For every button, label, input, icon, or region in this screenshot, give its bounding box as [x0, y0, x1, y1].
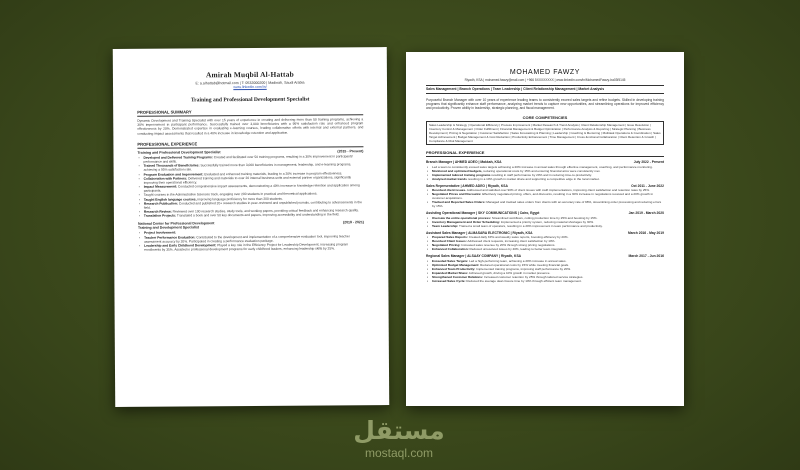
bullet-lead: Oversaw the entire operational process:: [432, 215, 491, 220]
bullet-lead: Impact Measurement:: [143, 184, 178, 189]
bullet-lead: Increased Sales Cycle:: [432, 278, 466, 283]
bullet-item: [432, 177, 664, 181]
bullet-text: Taught courses in the Administrative Sciences track, engaging over 200 students in practical and theoretical applications.: [143, 191, 318, 198]
bullet-lead: Implemented tailored training programs: [432, 172, 491, 177]
job-dates: (2015 - Present): [337, 149, 364, 154]
summary-text: Purposeful Branch Manager with over 10 years of experience leading teams to consistently exceed sales targets and refine budgets. Skilled in developing training programs that significantly enhance staff performance, analyzing market trends to capture new opportunities, and streamlining operations for improved efficiency and productivity. Proven ability in leadership, strategic planning, and fiscal management.: [426, 97, 664, 110]
bullet-text: Trained a small team of operators, resulting in a 20% improvement in team performance and productivity.: [458, 223, 603, 228]
bullet-lead: Leadership and Early Childhood Development:: [144, 243, 217, 248]
bullet-lead: Inventory Management and Order Scheduling:: [432, 219, 500, 224]
bullet-lead: Translation Projects:: [143, 213, 177, 218]
bullet-lead: Collaboration with Partners:: [143, 176, 188, 181]
watermark-url: mostaql.com: [364, 446, 434, 460]
bullet-text: Implemented training programs, improving staff performance by 20%.: [475, 266, 571, 271]
bullet-lead: Program Evaluation and Improvement:: [143, 171, 204, 177]
resume-contact: [113, 80, 387, 91]
bullet-lead: Optimized Budget Management:: [432, 262, 480, 267]
bullet-lead: Prepared Sales Reports:: [432, 235, 468, 240]
bullet-text: reducing operational costs by 15% and ensuring financial aims were consistently met.: [482, 168, 601, 173]
bullet-text: Successfully trained more than 3,000 beneficiaries in management, leadership, and e-learning programs, achieving a 95% satisfaction rate.: [143, 162, 352, 173]
bullet-item: [432, 247, 664, 251]
bullet-item: [432, 279, 664, 283]
watermark-logo: مستقل: [353, 416, 445, 445]
bullet-text: Conducted and published 20+ research studies in peer-reviewed and unpublished journals, contributing to advancements in the field.: [143, 199, 362, 210]
bullet-text: Reduced unresolved issues by 40%, leading to better team integration.: [468, 247, 567, 252]
bullet-lead: Negotiated Prices and Discounts:: [432, 192, 482, 197]
competencies-box: Sales Leadership & Strategy | Operational Efficiency | Process Improvement | Market Research & Trend Analysis | Client Relationship Management | Issue Resolution | Inventory Control & Management | Order Fulfillment | Financial Management & Budget Optimization | Performance Analysis & Reporting | Strategic Planning | Business Development | Pricing & Negotiation | Customer Satisfaction | Sales Forecasting & Planning | Leadership | Coaching & Mentoring | Multitask Operations & Coordination | Sales Target Achievement | Budget Management & Cost Reduction | Productivity Enhancement | Time Management | Cross-functional Collaboration | Client Retention & Growth | Compliance & Risk Management: [426, 121, 664, 145]
job-bullets: [432, 216, 664, 228]
bullet-lead: Enhanced Team Productivity:: [432, 266, 476, 271]
bullet-item: [144, 242, 364, 252]
job-bullets: [144, 230, 364, 252]
section-title-summary: PROFESSIONAL SUMMARY: [137, 108, 363, 117]
bullet-lead: Exceeded Sales Targets:: [432, 258, 469, 263]
bullet-lead: Project Involvement:: [144, 230, 177, 236]
bullet-text: Managed and tracked sales orders from clients with an accuracy rate of 98%, streamlining order processing and reducing errors by 15%.: [432, 200, 662, 209]
job-header: [426, 160, 664, 164]
job-dates: March 2016 - May 2019: [627, 230, 664, 235]
job-bullets: [432, 165, 664, 181]
bullet-lead: Trained Thousands of Beneficiaries:: [143, 163, 200, 169]
bullet-lead: Strengthened Customer Relations:: [432, 274, 484, 279]
bullet-lead: Analyzed market trends: [432, 176, 467, 181]
job-header: [426, 231, 664, 235]
bullet-lead: Monitored and optimized budgets,: [432, 168, 483, 173]
bullet-lead: Team Leadership:: [432, 223, 459, 228]
job-dates: (2019 - 2021): [342, 220, 364, 225]
bullet-lead: Enhanced Collaboration:: [432, 247, 469, 252]
job-title-text: Training and Development Specialist: [137, 225, 200, 231]
resume-contact: Riyadh, KSA | mohamed.fawzy@mail.com | +966 5XXXXXXXX | www.linkedin.com/in/MohamedFawzy-ba03f5145: [464, 78, 626, 82]
bullet-item: [432, 192, 664, 200]
resume-page-left: [113, 47, 389, 407]
job-dates: Oct 2011 - June 2022: [631, 183, 664, 188]
bullet-text: Reviewed over 100 research studies, study tools, and working papers, providing critical feedback and enhancing research quality.: [171, 208, 359, 214]
resume-name: Amirah Muqbil Al-Hattab: [205, 69, 294, 80]
summary-text: Dynamic Development and Training Specialist with over 15 years of experience in creating and delivering more than 50 training programs, achieving a 30% improvement in participant performance. Successfully trained over 3,000 beneficiaries with a 95% satisfaction rate and enhanced program effectiveness by 20%. Demonstrated expertise in evaluating e-learning courses, leading collaborative efforts with internal and external partners, and conducting impact assessments that resulted in a 40% increase in knowledge retention and application.: [137, 117, 364, 136]
bullet-text: Increased sales revenue by 20% through strong pricing negotiations.: [460, 243, 556, 248]
job-bullets: [432, 259, 664, 283]
bullet-lead: Expanded Market Share:: [432, 270, 469, 275]
bullet-lead: Taught English language courses,: [143, 196, 197, 202]
bullet-text: Created and facilitated over 50 training programs, resulting in a 30% improvement in participants' performance and skills.: [143, 154, 354, 164]
job-title: Regional Sales Manager | ALSAAY COMPANY | Riyadh, KSA: [426, 254, 522, 259]
job-title: Assisting Operational Manager | SKY COMMUNICATIONS | Cairo, Egypt: [426, 211, 540, 216]
bullet-text: Created daily KPIs and weekly sales reports, boosting efficiency by 20%.: [467, 235, 569, 240]
bullet-text: Addressed client requests, increasing client satisfaction by 10%.: [466, 239, 556, 244]
contact-line: E: a.alhattab@hotmail.com | T: 0532000200 | Madinah, Saudi Arabia: [195, 80, 305, 86]
bullet-lead: Negotiated Pricing:: [432, 243, 461, 248]
bullet-text: Reduced operational costs by 15% while meeting financial goals.: [479, 262, 570, 267]
section-title-experience: PROFESSIONAL EXPERIENCE: [426, 150, 664, 157]
job-bullets: [432, 235, 664, 251]
job-bullets: [143, 154, 363, 218]
bullet-text: Increased customer retention by 25% through tailored service strategies.: [483, 274, 584, 279]
bullet-text: Achieved growth, driving a 10% growth in market presence.: [468, 270, 551, 275]
bullet-lead: Tracked and Reported Sales Orders:: [432, 200, 486, 205]
job-header: [426, 254, 664, 258]
job-org: National Center for Professional Development: [137, 221, 215, 227]
bullet-text: Led a high-performing team, achieving a 20% increase in annual sales.: [468, 258, 567, 263]
bullet-lead: Resolved client issues.: [432, 188, 467, 193]
experience-list: [406, 160, 684, 283]
job-title: Assistant Sales Manager | ALMASARA ELECTRONIC | Riyadh, KSA: [426, 230, 533, 235]
resume-page-right: [406, 52, 684, 406]
bullet-text: Evaluated and enhanced training materials, leading to a 20% increase in program effectiveness.: [203, 170, 343, 176]
bullet-text: Translated a book and over 50 key documents and papers, improving accessibility and understanding in the field.: [176, 212, 340, 218]
job-dates: Jan 2019 - March 2020: [628, 211, 664, 216]
bullet-text: resulting in staff performance by 20% and in reducing time-to-productivity.: [490, 172, 592, 177]
section-title-experience: PROFESSIONAL EXPERIENCE: [137, 140, 363, 149]
bullet-text: Addressed and satisfied over 90% of client issues with swift implementations, improving client satisfaction and retention rates by 25%.: [466, 188, 650, 193]
bullet-text: Led a team to consistently exceed sales targets achieving a 20% increase in annual sales through effective management, coaching, and performance monitoring.: [432, 164, 653, 169]
bullet-text: Streamlined workflows, cutting production time by 25% and boosting by 15%.: [490, 215, 598, 220]
bullet-text: Implemented a priority system, reducing material shortages by 30%.: [499, 219, 594, 224]
skills-bar: Sales Management | Branch Operations | Team Leadership | Client Relationship Management | Market Analysis: [426, 85, 664, 94]
section-title-competencies: CORE COMPETENCIES: [522, 115, 568, 121]
bullet-text: Played a key role in the Efficiency Project for Leadership Development, increasing program enrollments by 35%. Assisted in professional development programs for early childhood leaders, enhancing leadership skills by 25%.: [144, 242, 349, 252]
job-header: [426, 211, 664, 215]
resume-headline: Training and Professional Development Specialist: [190, 96, 310, 104]
bullet-text: Reduced the average deal closure time by 10% through efficient team management.: [465, 278, 582, 283]
job-title: Training and Professional Development Specialist: [137, 150, 221, 155]
bullet-text: Conducted comprehensive impact assessments, demonstrating a 40% increase in knowledge retention and application among participants.: [143, 183, 360, 193]
bullet-text: improving language proficiency for more than 200 students.: [196, 196, 283, 201]
bullet-text: Delivered training and materials to over 20 internal business units and external partner organizations, significantly improving their operational efficiency.: [143, 175, 352, 185]
job-title: Sales Representative | AHMED ADEO | Riyadh, KSA: [426, 183, 508, 188]
job-dates: July 2022 - Present: [633, 160, 664, 165]
bullet-lead: Teacher Performance Evaluation:: [144, 234, 196, 240]
bullet-text: Effectively negotiated pricing, offers, and discounts, resulting in a 30% increase in negotiations received and a 20% growth in customer acquisitions.: [432, 192, 654, 201]
job-bullets: [432, 188, 664, 208]
bullet-text: resulting in a 10% growth in market share and supporting a competitive edge in the local market.: [466, 176, 600, 181]
bullet-lead: Research Publication:: [143, 201, 178, 206]
bullet-lead: Resolved Client Issues:: [432, 239, 467, 244]
linkedin-link[interactable]: www.linkedin.com/in/: [233, 85, 267, 90]
resume-name: MOHAMED FAWZY: [509, 69, 581, 76]
job-title: Branch Manager | AHMED ADEO | Makkah, KSA: [426, 160, 502, 165]
bullet-text: Contributed to the development and implementation of a comprehensive evaluation tool, improving teacher assessment accuracy by 20%. Participated in creating a performance evaluation package.: [144, 233, 350, 244]
bullet-lead: Research Review:: [143, 209, 172, 214]
bullet-item: [432, 224, 664, 228]
job-dates: March 2017 - Jun 2016: [628, 254, 664, 259]
job-header: [426, 184, 664, 188]
bullet-item: [432, 200, 664, 208]
bullet-lead: Developed and Delivered Training Programs:: [143, 155, 213, 160]
